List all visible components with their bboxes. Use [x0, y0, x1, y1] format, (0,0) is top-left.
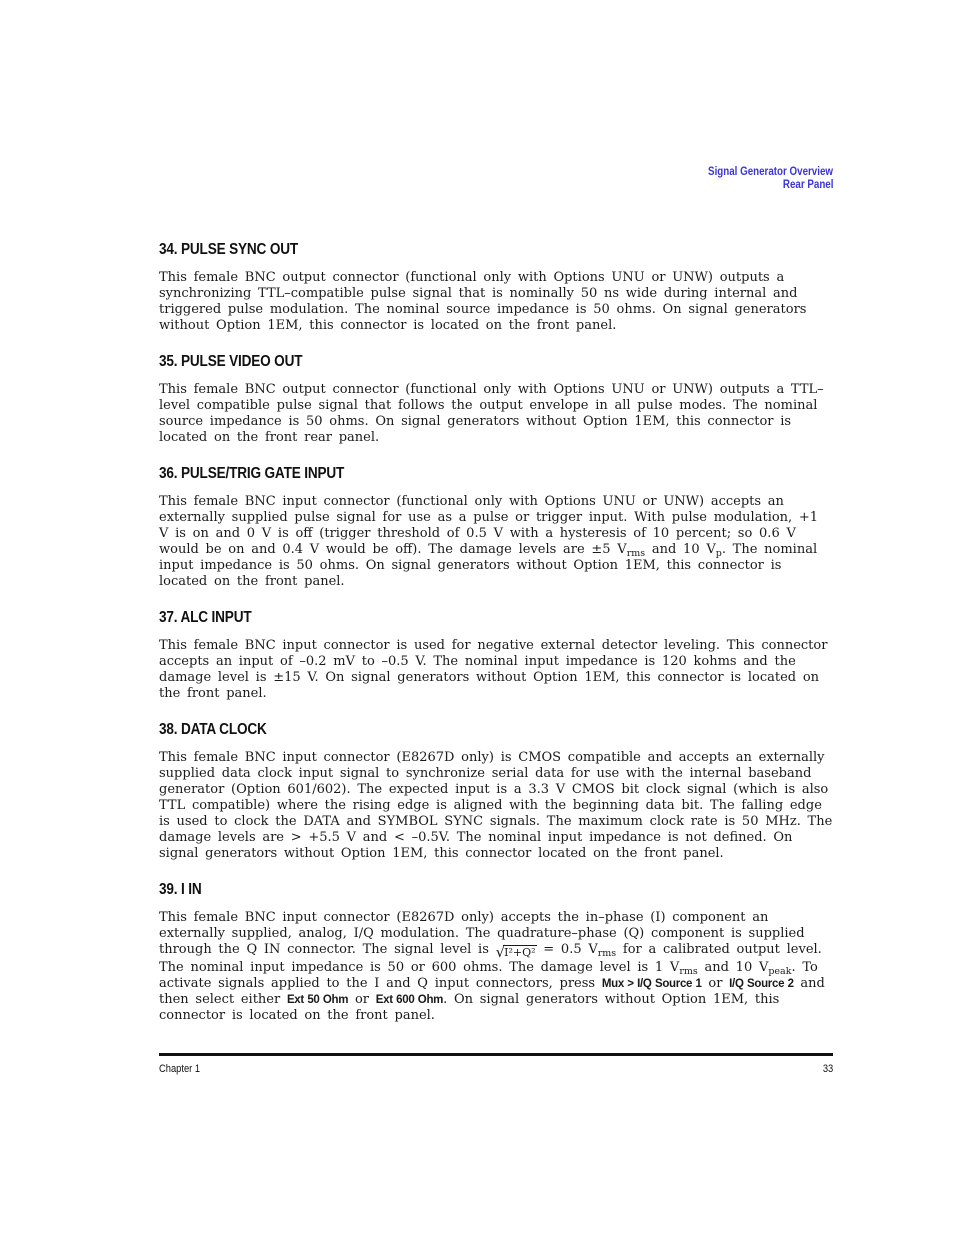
- text-run: This female BNC input connector (E8267D only) is CMOS compatible and accepts an externally supplied data clock input signal to synchronize serial data for use with the internal baseband generator (Option 601/602). The expected input is a 3.3 V CMOS bit clock signal (which is also TTL compatible) where the rising edge is aligned with the beginning data bit. The falling edge is used to clock the DATA and SYMBOL SYNC signals. The maximum clock rate is 50 MHz. The damage levels are > +5.5 V and < –0.5V. The nominal input impedance is not defined. On signal generators without Option 1EM, this connector located on the front panel.: [159, 750, 833, 861]
- text-run: = 0.5 V: [536, 942, 598, 957]
- section: [159, 353, 833, 446]
- section-heading: [159, 881, 833, 898]
- section-heading-text: 37. ALC INPUT: [159, 609, 252, 626]
- section-heading: [159, 465, 833, 482]
- section-paragraph: [159, 270, 833, 334]
- text-run: This female BNC input connector (functional only with Options UNU or UNW) accepts an externally supplied pulse signal for use as a pulse or trigger input. With pulse modulation, +1 V is on and 0 V is off (trigger threshold of 0.5 V with a hysteresis of 10 percent; so 0.6 V would be on and 0.4 V would be off). The damage levels are ±5 V: [159, 494, 819, 557]
- section-heading-text: 38. DATA CLOCK: [159, 721, 267, 738]
- text-run: or: [701, 976, 730, 991]
- section-heading-text: 34. PULSE SYNC OUT: [159, 241, 299, 258]
- header-section-title-text: Rear Panel: [782, 179, 833, 191]
- section-heading: [159, 353, 833, 370]
- text-run: This female BNC output connector (functional only with Options UNU or UNW) outputs a TTL–level compatible pulse signal that follows the output envelope in all pulse modes. The nominal source impedance is 50 ohms. On signal generators without Option 1EM, this connector is located on the front rear panel.: [159, 382, 824, 445]
- section-heading-text: 39. I IN: [159, 881, 202, 898]
- text-run: . The nominal input impedance is 50 ohms. On signal generators without Option 1EM, this connector is located on the front panel.: [159, 542, 818, 589]
- subscript-run: rms: [597, 948, 617, 959]
- subscript-run: rms: [679, 966, 698, 977]
- section: [159, 721, 833, 862]
- page-footer: [159, 1053, 833, 1075]
- text-run: and then select either: [159, 976, 825, 1007]
- section: [159, 465, 833, 590]
- text-run: for a calibrated output level. The nominal input impedance is 50 or 600 ohms. The damage level is 1 V: [159, 942, 822, 975]
- footer-rule: [159, 1053, 833, 1056]
- section-paragraph: [159, 910, 833, 1024]
- section-heading-text: 36. PULSE/TRIG GATE INPUT: [159, 465, 345, 482]
- radical-sign: √: [495, 943, 506, 961]
- section-heading-text: 35. PULSE VIDEO OUT: [159, 353, 303, 370]
- softkey-label: Mux > I/Q Source 1: [601, 978, 702, 990]
- section-paragraph: [159, 638, 833, 702]
- page-content: [159, 241, 833, 1024]
- subscript-run: p: [715, 548, 722, 559]
- section-heading: [159, 609, 833, 626]
- text-run: . On signal generators without Option 1EM, this connector is located on the front panel.: [159, 992, 780, 1023]
- subscript-run: rms: [626, 548, 646, 559]
- section-heading: [159, 721, 833, 738]
- text-run: or: [348, 992, 376, 1007]
- section: [159, 241, 833, 334]
- text-run: and 10 V: [645, 542, 716, 557]
- header-chapter-title-text: Signal Generator Overview: [708, 166, 833, 178]
- sqrt-formula: [496, 945, 537, 960]
- section-paragraph: [159, 750, 833, 862]
- text-run: This female BNC output connector (functional only with Options UNU or UNW) outputs a synchronizing TTL–compatible pulse signal that is nominally 50 ns wide during internal and triggered pulse modulation. The nominal source impedance is 50 ohms. On signal generators without Option 1EM, this connector is located on the front panel.: [159, 270, 807, 333]
- footer-page-number: 33: [822, 1063, 833, 1075]
- section-paragraph: [159, 494, 833, 590]
- softkey-label: Ext 600 Ohm: [375, 994, 444, 1006]
- softkey-label: Ext 50 Ohm: [286, 994, 349, 1006]
- page-header: [686, 166, 833, 192]
- sections: [159, 241, 833, 1024]
- text-run: and 10 V: [697, 960, 769, 975]
- header-chapter-title: [686, 166, 833, 179]
- footer-chapter: Chapter 1: [159, 1063, 201, 1075]
- text-run: This female BNC input connector is used for negative external detector leveling. This connector accepts an input of –0.2 mV to –0.5 V. The nominal input impedance is 120 kohms and the damage level is ±15 V. On signal generators without Option 1EM, this connector is located on the front panel.: [159, 638, 828, 701]
- header-section-title: [686, 179, 833, 192]
- section: [159, 881, 833, 1024]
- radicand: I²+Q²: [504, 946, 536, 959]
- section: [159, 609, 833, 702]
- section-heading: [159, 241, 833, 258]
- subscript-run: peak: [768, 966, 792, 977]
- section-paragraph: [159, 382, 833, 446]
- footer-row: [159, 1063, 833, 1075]
- softkey-label: I/Q Source 2: [729, 978, 794, 990]
- text-run: This female BNC input connector (E8267D only) accepts the in–phase (I) component an externally supplied, analog, I/Q modulation. The quadrature–phase (Q) component is supplied through the Q IN connector. The signal level is: [159, 910, 805, 957]
- text-run: . To activate signals applied to the I and Q input connectors, press: [159, 960, 818, 991]
